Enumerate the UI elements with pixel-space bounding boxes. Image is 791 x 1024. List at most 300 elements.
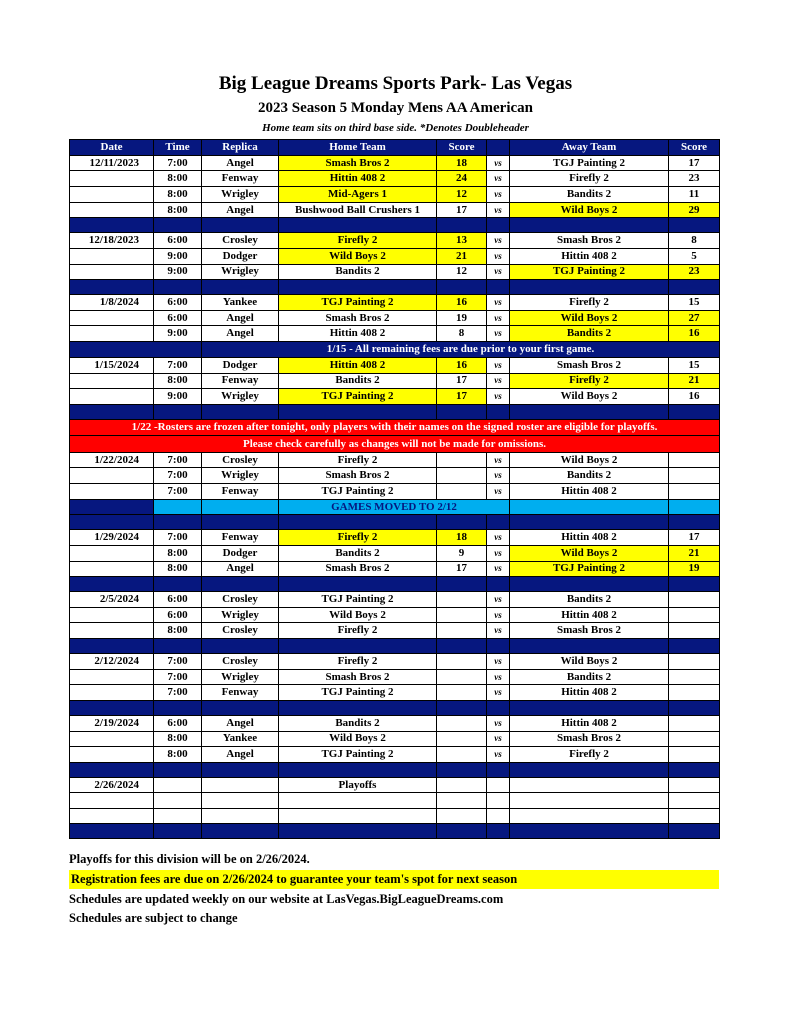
empty-cell bbox=[279, 793, 437, 808]
separator-cell bbox=[669, 823, 720, 838]
game-date: 1/15/2024 bbox=[70, 357, 154, 373]
home-team: Bandits 2 bbox=[279, 373, 437, 389]
home-team: Hittin 408 2 bbox=[279, 326, 437, 342]
game-row bbox=[70, 248, 720, 264]
away-team: Hittin 408 2 bbox=[510, 248, 669, 264]
away-score: 17 bbox=[669, 530, 720, 546]
game-row bbox=[70, 389, 720, 405]
game-time: 7:00 bbox=[154, 685, 202, 701]
away-team: Hittin 408 2 bbox=[510, 530, 669, 546]
empty-cell bbox=[202, 793, 279, 808]
game-time: 7:00 bbox=[154, 155, 202, 171]
game-date: 2/19/2024 bbox=[70, 715, 154, 731]
game-date bbox=[70, 326, 154, 342]
website-note: Schedules are updated weekly on our website at LasVegas.BigLeagueDreams.com bbox=[69, 892, 504, 906]
home-score: 13 bbox=[437, 233, 487, 249]
week-separator bbox=[70, 762, 720, 777]
game-row bbox=[70, 468, 720, 484]
game-time: 8:00 bbox=[154, 545, 202, 561]
away-score: 23 bbox=[669, 171, 720, 187]
away-team: TGJ Painting 2 bbox=[510, 561, 669, 577]
home-score: 12 bbox=[437, 187, 487, 203]
home-team: Smash Bros 2 bbox=[279, 468, 437, 484]
game-row bbox=[70, 561, 720, 577]
playoffs-date: 2/26/2024 bbox=[70, 777, 154, 793]
game-replica: Wrigley bbox=[202, 607, 279, 623]
away-score bbox=[669, 592, 720, 608]
game-replica: Crosley bbox=[202, 623, 279, 639]
game-time: 6:00 bbox=[154, 310, 202, 326]
separator-cell bbox=[510, 823, 669, 838]
away-score: 16 bbox=[669, 326, 720, 342]
game-row bbox=[70, 452, 720, 468]
game-date: 2/12/2024 bbox=[70, 653, 154, 669]
separator-cell bbox=[154, 577, 202, 592]
separator-cell bbox=[510, 280, 669, 295]
home-score bbox=[437, 623, 487, 639]
notice-cell bbox=[70, 342, 202, 358]
home-score: 17 bbox=[437, 389, 487, 405]
home-team: Firefly 2 bbox=[279, 452, 437, 468]
separator-cell bbox=[70, 701, 154, 716]
vs-label: vs bbox=[487, 747, 510, 763]
separator-cell bbox=[669, 577, 720, 592]
col-home-score: Score bbox=[437, 140, 487, 156]
separator-cell bbox=[510, 404, 669, 419]
empty-cell bbox=[154, 793, 202, 808]
separator-cell bbox=[669, 280, 720, 295]
col-date: Date bbox=[70, 140, 154, 156]
separator-cell bbox=[154, 218, 202, 233]
home-team: Mid-Agers 1 bbox=[279, 187, 437, 203]
home-score bbox=[437, 731, 487, 747]
away-team: Wild Boys 2 bbox=[510, 202, 669, 218]
home-team: Firefly 2 bbox=[279, 653, 437, 669]
game-time: 8:00 bbox=[154, 187, 202, 203]
col-away-score: Score bbox=[669, 140, 720, 156]
moved-cell bbox=[154, 499, 202, 515]
separator-cell bbox=[437, 280, 487, 295]
week-separator bbox=[70, 218, 720, 233]
separator-cell bbox=[70, 762, 154, 777]
week-separator bbox=[70, 639, 720, 654]
away-score: 8 bbox=[669, 233, 720, 249]
separator-cell bbox=[487, 515, 510, 530]
vs-label: vs bbox=[487, 171, 510, 187]
game-replica: Fenway bbox=[202, 530, 279, 546]
separator-cell bbox=[202, 577, 279, 592]
away-score: 17 bbox=[669, 155, 720, 171]
vs-label: vs bbox=[487, 715, 510, 731]
vs-label: vs bbox=[487, 452, 510, 468]
game-date bbox=[70, 264, 154, 280]
registration-note: Registration fees are due on 2/26/2024 to guarantee your team's spot for next season bbox=[69, 870, 719, 889]
empty-cell bbox=[487, 777, 510, 793]
game-date bbox=[70, 187, 154, 203]
separator-cell bbox=[202, 404, 279, 419]
home-team: Firefly 2 bbox=[279, 530, 437, 546]
vs-label: vs bbox=[487, 310, 510, 326]
vs-label: vs bbox=[487, 530, 510, 546]
game-time: 8:00 bbox=[154, 623, 202, 639]
game-date bbox=[70, 171, 154, 187]
separator-cell bbox=[279, 280, 437, 295]
game-replica: Yankee bbox=[202, 731, 279, 747]
page-title: Big League Dreams Sports Park- Las Vegas bbox=[218, 73, 573, 94]
home-team: Bandits 2 bbox=[279, 715, 437, 731]
home-score: 16 bbox=[437, 357, 487, 373]
vs-label: vs bbox=[487, 731, 510, 747]
game-replica: Wrigley bbox=[202, 389, 279, 405]
game-row bbox=[70, 202, 720, 218]
vs-label: vs bbox=[487, 233, 510, 249]
away-score bbox=[669, 715, 720, 731]
separator-cell bbox=[669, 218, 720, 233]
schedule-body bbox=[70, 155, 720, 838]
game-row bbox=[70, 357, 720, 373]
game-date bbox=[70, 669, 154, 685]
home-team: Wild Boys 2 bbox=[279, 731, 437, 747]
game-row bbox=[70, 295, 720, 311]
moved-cell bbox=[669, 499, 720, 515]
roster-notice: Please check carefully as changes will not be made for omissions. bbox=[70, 436, 720, 453]
separator-cell bbox=[510, 577, 669, 592]
away-score bbox=[669, 468, 720, 484]
game-row bbox=[70, 545, 720, 561]
away-score bbox=[669, 731, 720, 747]
game-replica: Dodger bbox=[202, 545, 279, 561]
away-score: 16 bbox=[669, 389, 720, 405]
fees-notice: 1/15 - All remaining fees are due prior to your first game. bbox=[202, 342, 720, 358]
game-date bbox=[70, 731, 154, 747]
away-score: 11 bbox=[669, 187, 720, 203]
game-replica: Wrigley bbox=[202, 264, 279, 280]
vs-label: vs bbox=[487, 357, 510, 373]
empty-cell bbox=[669, 808, 720, 823]
away-score bbox=[669, 607, 720, 623]
game-date bbox=[70, 561, 154, 577]
game-row bbox=[70, 233, 720, 249]
game-time: 7:00 bbox=[154, 484, 202, 500]
game-replica: Yankee bbox=[202, 295, 279, 311]
separator-cell bbox=[279, 218, 437, 233]
home-score: 18 bbox=[437, 155, 487, 171]
home-team: TGJ Painting 2 bbox=[279, 484, 437, 500]
home-score: 9 bbox=[437, 545, 487, 561]
home-score: 17 bbox=[437, 373, 487, 389]
separator-cell bbox=[202, 280, 279, 295]
away-team: Hittin 408 2 bbox=[510, 607, 669, 623]
game-row bbox=[70, 264, 720, 280]
home-score: 21 bbox=[437, 248, 487, 264]
game-time: 9:00 bbox=[154, 389, 202, 405]
away-score bbox=[669, 623, 720, 639]
home-team: Smash Bros 2 bbox=[279, 155, 437, 171]
separator-cell bbox=[437, 823, 487, 838]
away-score bbox=[669, 685, 720, 701]
empty-cell bbox=[487, 793, 510, 808]
home-team: Bandits 2 bbox=[279, 264, 437, 280]
game-row bbox=[70, 155, 720, 171]
empty-cell bbox=[669, 777, 720, 793]
separator-cell bbox=[202, 701, 279, 716]
game-date bbox=[70, 373, 154, 389]
empty-cell bbox=[154, 777, 202, 793]
col-vs bbox=[487, 140, 510, 156]
games-moved-label: GAMES MOVED TO 2/12 bbox=[279, 499, 510, 515]
separator-cell bbox=[279, 823, 437, 838]
game-time: 8:00 bbox=[154, 373, 202, 389]
away-score bbox=[669, 669, 720, 685]
home-score: 16 bbox=[437, 295, 487, 311]
separator-cell bbox=[70, 823, 154, 838]
game-date bbox=[70, 202, 154, 218]
blank-row bbox=[70, 793, 720, 808]
separator-cell bbox=[510, 701, 669, 716]
away-team: Smash Bros 2 bbox=[510, 357, 669, 373]
away-team: Hittin 408 2 bbox=[510, 484, 669, 500]
home-score: 8 bbox=[437, 326, 487, 342]
away-team: Hittin 408 2 bbox=[510, 685, 669, 701]
game-time: 7:00 bbox=[154, 452, 202, 468]
empty-cell bbox=[202, 777, 279, 793]
away-score bbox=[669, 452, 720, 468]
col-time: Time bbox=[154, 140, 202, 156]
home-score bbox=[437, 452, 487, 468]
game-time: 8:00 bbox=[154, 171, 202, 187]
home-team-note: Home team sits on third base side. *Denotes Doubleheader bbox=[262, 122, 529, 134]
separator-cell bbox=[487, 823, 510, 838]
separator-cell bbox=[487, 280, 510, 295]
vs-label: vs bbox=[487, 326, 510, 342]
week-separator bbox=[70, 577, 720, 592]
separator-cell bbox=[279, 404, 437, 419]
separator-cell bbox=[70, 280, 154, 295]
game-time: 8:00 bbox=[154, 561, 202, 577]
home-score: 17 bbox=[437, 202, 487, 218]
away-team: Firefly 2 bbox=[510, 373, 669, 389]
empty-cell bbox=[437, 793, 487, 808]
game-time: 9:00 bbox=[154, 248, 202, 264]
empty-cell bbox=[279, 808, 437, 823]
roster-notice: 1/22 -Rosters are frozen after tonight, only players with their names on the signed roster are eligible for playoffs. bbox=[70, 419, 720, 436]
away-score: 23 bbox=[669, 264, 720, 280]
schedule-table bbox=[69, 139, 720, 839]
game-date: 12/18/2023 bbox=[70, 233, 154, 249]
home-team: Hittin 408 2 bbox=[279, 171, 437, 187]
separator-cell bbox=[154, 404, 202, 419]
col-away-team: Away Team bbox=[510, 140, 669, 156]
roster-notice-row bbox=[70, 436, 720, 453]
game-replica: Fenway bbox=[202, 373, 279, 389]
game-row bbox=[70, 715, 720, 731]
away-score: 27 bbox=[669, 310, 720, 326]
away-team: Bandits 2 bbox=[510, 326, 669, 342]
game-time: 8:00 bbox=[154, 202, 202, 218]
game-date: 2/5/2024 bbox=[70, 592, 154, 608]
home-team: Smash Bros 2 bbox=[279, 669, 437, 685]
separator-cell bbox=[70, 218, 154, 233]
home-score bbox=[437, 653, 487, 669]
separator-cell bbox=[437, 515, 487, 530]
vs-label: vs bbox=[487, 468, 510, 484]
game-replica: Wrigley bbox=[202, 187, 279, 203]
game-time: 8:00 bbox=[154, 747, 202, 763]
home-team: TGJ Painting 2 bbox=[279, 592, 437, 608]
vs-label: vs bbox=[487, 202, 510, 218]
game-date bbox=[70, 545, 154, 561]
away-team: Wild Boys 2 bbox=[510, 389, 669, 405]
game-row bbox=[70, 669, 720, 685]
game-replica: Crosley bbox=[202, 233, 279, 249]
separator-cell bbox=[154, 280, 202, 295]
separator-cell bbox=[669, 515, 720, 530]
separator-cell bbox=[487, 639, 510, 654]
game-date bbox=[70, 623, 154, 639]
game-time: 7:00 bbox=[154, 669, 202, 685]
home-score bbox=[437, 484, 487, 500]
home-score: 17 bbox=[437, 561, 487, 577]
game-date bbox=[70, 389, 154, 405]
away-team: Wild Boys 2 bbox=[510, 310, 669, 326]
away-team: Smash Bros 2 bbox=[510, 731, 669, 747]
vs-label: vs bbox=[487, 607, 510, 623]
fees-notice-row bbox=[70, 342, 720, 358]
home-team: TGJ Painting 2 bbox=[279, 747, 437, 763]
vs-label: vs bbox=[487, 561, 510, 577]
col-home-team: Home Team bbox=[279, 140, 437, 156]
separator-cell bbox=[437, 639, 487, 654]
subject-to-change-note: Schedules are subject to change bbox=[69, 911, 238, 925]
blank-row bbox=[70, 808, 720, 823]
away-team: Smash Bros 2 bbox=[510, 233, 669, 249]
separator-cell bbox=[669, 404, 720, 419]
home-score: 24 bbox=[437, 171, 487, 187]
home-score bbox=[437, 607, 487, 623]
game-date: 1/8/2024 bbox=[70, 295, 154, 311]
empty-cell bbox=[437, 808, 487, 823]
home-team: Hittin 408 2 bbox=[279, 357, 437, 373]
separator-cell bbox=[154, 639, 202, 654]
game-replica: Wrigley bbox=[202, 669, 279, 685]
separator-cell bbox=[279, 577, 437, 592]
away-team: Smash Bros 2 bbox=[510, 623, 669, 639]
home-team: Bushwood Ball Crushers 1 bbox=[279, 202, 437, 218]
game-row bbox=[70, 607, 720, 623]
home-team: Bandits 2 bbox=[279, 545, 437, 561]
game-row bbox=[70, 747, 720, 763]
game-time: 9:00 bbox=[154, 326, 202, 342]
game-time: 9:00 bbox=[154, 264, 202, 280]
separator-cell bbox=[154, 515, 202, 530]
game-date bbox=[70, 607, 154, 623]
home-score bbox=[437, 468, 487, 484]
game-row bbox=[70, 373, 720, 389]
week-separator bbox=[70, 404, 720, 419]
vs-label: vs bbox=[487, 155, 510, 171]
playoffs-label: Playoffs bbox=[279, 777, 437, 793]
game-replica: Angel bbox=[202, 155, 279, 171]
away-team: Wild Boys 2 bbox=[510, 545, 669, 561]
game-row bbox=[70, 530, 720, 546]
home-team: Smash Bros 2 bbox=[279, 310, 437, 326]
game-replica: Dodger bbox=[202, 248, 279, 264]
separator-cell bbox=[70, 404, 154, 419]
separator-cell bbox=[669, 762, 720, 777]
away-score: 21 bbox=[669, 373, 720, 389]
separator-cell bbox=[202, 218, 279, 233]
separator-cell bbox=[487, 404, 510, 419]
week-separator bbox=[70, 515, 720, 530]
game-date bbox=[70, 484, 154, 500]
game-replica: Angel bbox=[202, 715, 279, 731]
away-score bbox=[669, 484, 720, 500]
away-score bbox=[669, 747, 720, 763]
away-score: 29 bbox=[669, 202, 720, 218]
empty-cell bbox=[487, 808, 510, 823]
vs-label: vs bbox=[487, 685, 510, 701]
home-team: TGJ Painting 2 bbox=[279, 389, 437, 405]
vs-label: vs bbox=[487, 373, 510, 389]
separator-cell bbox=[669, 639, 720, 654]
separator-cell bbox=[437, 577, 487, 592]
game-replica: Crosley bbox=[202, 592, 279, 608]
home-team: TGJ Painting 2 bbox=[279, 685, 437, 701]
playoffs-row bbox=[70, 777, 720, 793]
home-team: Smash Bros 2 bbox=[279, 561, 437, 577]
game-row bbox=[70, 653, 720, 669]
separator-cell bbox=[437, 762, 487, 777]
away-team: Bandits 2 bbox=[510, 187, 669, 203]
game-row bbox=[70, 171, 720, 187]
vs-label: vs bbox=[487, 623, 510, 639]
away-team: TGJ Painting 2 bbox=[510, 155, 669, 171]
game-row bbox=[70, 326, 720, 342]
division-subtitle: 2023 Season 5 Monday Mens AA American bbox=[257, 100, 533, 116]
game-date bbox=[70, 747, 154, 763]
game-time: 6:00 bbox=[154, 233, 202, 249]
game-row bbox=[70, 623, 720, 639]
home-score: 19 bbox=[437, 310, 487, 326]
separator-cell bbox=[70, 577, 154, 592]
separator-cell bbox=[437, 218, 487, 233]
away-team: Firefly 2 bbox=[510, 171, 669, 187]
vs-label: vs bbox=[487, 545, 510, 561]
game-replica: Angel bbox=[202, 310, 279, 326]
away-score: 19 bbox=[669, 561, 720, 577]
games-moved-row bbox=[70, 499, 720, 515]
separator-cell bbox=[487, 218, 510, 233]
away-score bbox=[669, 653, 720, 669]
week-separator bbox=[70, 280, 720, 295]
game-replica: Angel bbox=[202, 747, 279, 763]
game-date bbox=[70, 685, 154, 701]
away-score: 5 bbox=[669, 248, 720, 264]
empty-cell bbox=[510, 777, 669, 793]
separator-cell bbox=[487, 762, 510, 777]
away-score: 15 bbox=[669, 295, 720, 311]
home-team: TGJ Painting 2 bbox=[279, 295, 437, 311]
game-row bbox=[70, 685, 720, 701]
empty-cell bbox=[437, 777, 487, 793]
vs-label: vs bbox=[487, 264, 510, 280]
game-replica: Crosley bbox=[202, 653, 279, 669]
vs-label: vs bbox=[487, 248, 510, 264]
home-team: Wild Boys 2 bbox=[279, 607, 437, 623]
game-time: 7:00 bbox=[154, 653, 202, 669]
game-time: 7:00 bbox=[154, 468, 202, 484]
col-replica: Replica bbox=[202, 140, 279, 156]
